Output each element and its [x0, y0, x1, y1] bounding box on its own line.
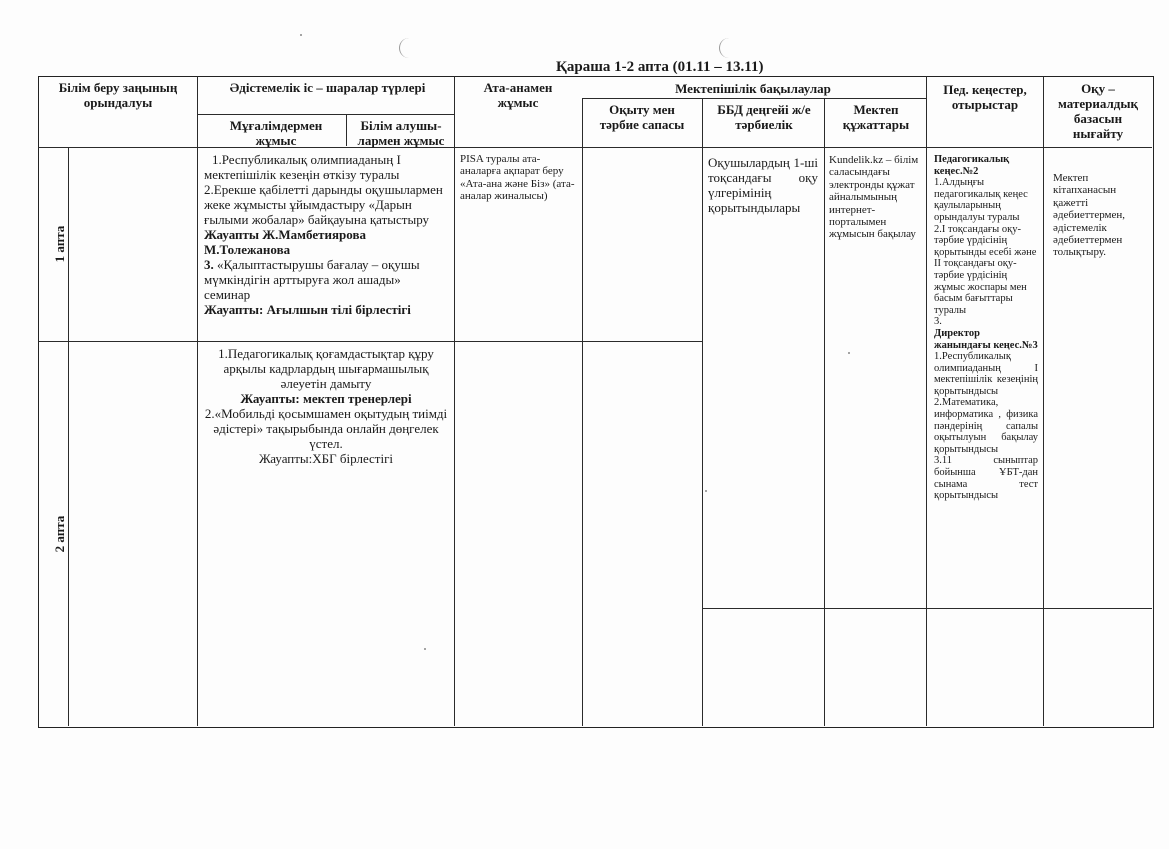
table-rule [454, 76, 455, 726]
table-rule [824, 98, 825, 726]
director-item-2: 2.Математика, информатика , физика пәндерінің сапалы оқытылуын бақылау қорытындысы [934, 397, 1038, 455]
council-item-2: 2.І тоқсандағы оқу-тәрбие үрдісінің қорытынды есебі және ІІ тоқсандағы оқу-тәрбие үрдісінің жұмыс жоспары мен басым бағыттары туралы [934, 223, 1037, 316]
councils-cell [934, 154, 1038, 502]
week1-parents-cell [460, 153, 578, 203]
council-heading-2: Директор жанындағы кеңес.№3 [934, 327, 1038, 351]
header-material-base: Оқу – материалдық базасын нығайту [1058, 81, 1138, 141]
table-rule [926, 76, 927, 726]
director-item-1: 1.Республикалық олимпиаданың І мектепішілік кезеңінің қорытындысы [934, 351, 1038, 397]
week-2-label: 2 апта [52, 515, 67, 553]
page-title: Қараша 1-2 апта (01.11 – 13.11) [556, 59, 764, 75]
week1-item-2: 2.Ерекше қабілетті дарынды оқушылармен жеке жұмысты ұйымдастыру «Дарын ғылыми жобалар» байқауына қатыстыру [204, 182, 443, 227]
parents-item-1: PISA туралы ата-аналарға ақпарат беру [460, 153, 564, 178]
header-students-work: Білім алушы-лармен жұмыс [357, 118, 445, 148]
week1-item-3-number: 3. [204, 257, 214, 272]
table-rule [702, 98, 703, 726]
header-parents-work: Ата-анамен жұмыс [483, 80, 553, 110]
table-rule [197, 76, 198, 726]
table-rule [197, 114, 454, 115]
table-rule [1043, 76, 1044, 726]
table-rule [702, 608, 1152, 609]
material-base-cell: Мектеп кітапханасын қажетті әдебиеттермен, әдістемелік әдебиеттермен толықтыру. [1053, 172, 1126, 259]
director-item-3: 3.11 сыныптар бойынша ҰБТ-дан сынама тест қорытындысы [934, 455, 1038, 502]
header-knowledge-level: ББД деңгейі ж/е тәрбиелік [717, 102, 811, 132]
week2-responsible-1: Жауапты: мектеп тренерлері [240, 391, 412, 406]
week2-item-1: 1.Педагогикалық қоғамдастықтар құру арқылы кадрлардың шығармашылық әлеуетін дамыту [218, 346, 434, 391]
week1-documents-cell: Kundelik.kz – білім саласындағы электронды құжат айналымының интернет-порталымен жұмысын бақылау [829, 154, 919, 241]
header-methodical-events: Әдістемелік іс – шаралар түрлері [229, 80, 426, 95]
week1-responsible-2: Жауапты: Ағылшын тілі бірлестігі [204, 302, 411, 317]
council-item-3: 3. [934, 316, 942, 328]
table-rule [582, 98, 926, 99]
header-teachers-work: Мұғалімдермен жұмыс [229, 118, 323, 148]
council-item-1: 1.Алдыңғы педагогикалық кеңес қаулыларының орындалуы туралы [934, 177, 1028, 223]
week2-methodical-cell [204, 346, 448, 466]
table-rule [346, 114, 347, 146]
plan-table [38, 76, 1154, 728]
scan-mark [399, 38, 412, 58]
scan-mark [719, 38, 732, 58]
table-rule [582, 98, 583, 726]
header-school-control: Мектепішілік бақылаулар [675, 81, 831, 96]
parents-item-2: «Ата-ана және Біз» (ата-аналар жиналысы) [460, 177, 575, 203]
table-rule [38, 147, 1152, 148]
header-law-execution: Білім беру заңының орындалуы [58, 80, 178, 110]
scan-speck [300, 34, 302, 36]
week1-knowledge-cell: Оқушылардың 1-ші тоқсандағы оқу үлгерімінің қорытындылары [708, 155, 818, 215]
week2-responsible-2: Жауапты:ХБГ бірлестігі [258, 451, 394, 466]
week1-responsible-1: Жауапты Ж.Мамбетиярова М.Толежанова [204, 227, 366, 257]
table-rule [38, 341, 702, 342]
week-1-label: 1 апта [52, 225, 67, 263]
header-school-documents: Мектеп құжаттары [842, 102, 910, 132]
table-rule [68, 148, 69, 726]
council-heading-1: Педагогикалық кеңес.№2 [934, 154, 1010, 177]
header-teaching-quality: Оқыту мен тәрбие сапасы [599, 102, 685, 132]
week1-item-3: «Қалыптастырушы бағалау – оқушы мүмкіндігін арттыруға жол ашады» семинар [204, 257, 420, 302]
week2-item-2: 2.«Мобильді қосымшамен оқытудың тиімді әдістері» тақырыбында онлайн дөңгелек үстел. [204, 406, 448, 451]
week1-methodical-cell [204, 152, 448, 317]
header-ped-councils: Пед. кеңестер, отырыстар [943, 82, 1027, 112]
week1-item-1: 1.Республикалық олимпиаданың І мектепішілік кезеңін өткізу туралы [204, 152, 401, 182]
